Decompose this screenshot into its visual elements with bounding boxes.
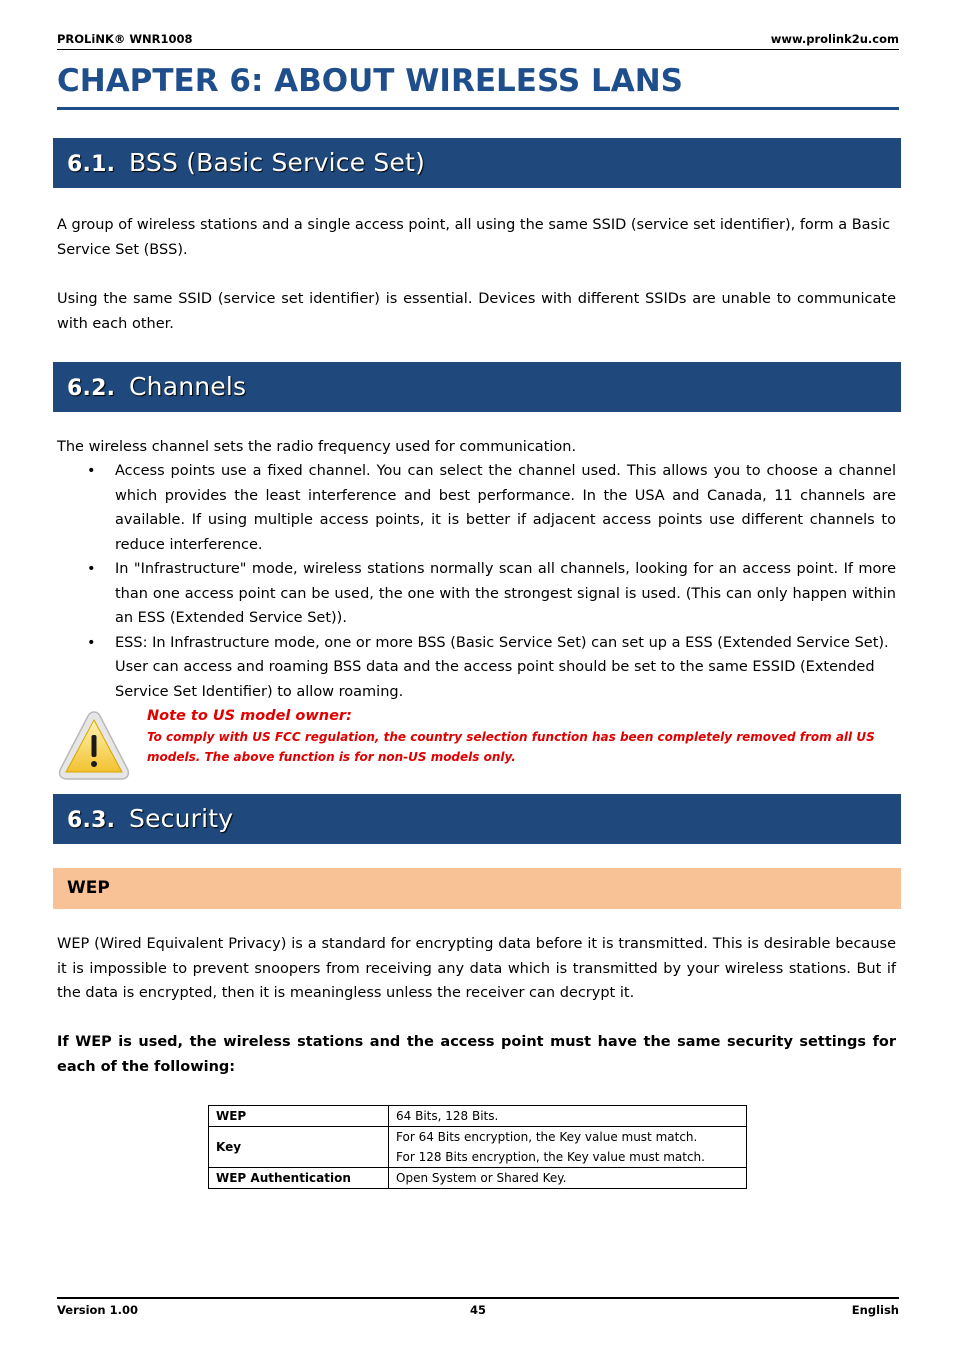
page-header <box>57 32 899 50</box>
footer-version: Version 1.00 <box>57 1303 138 1317</box>
chapter-title: CHAPTER 6: ABOUT WIRELESS LANS <box>57 58 899 110</box>
page-footer <box>57 1297 899 1321</box>
warning-icon <box>56 708 132 784</box>
list-item-text: Access points use a fixed channel. You can select the channel used. This allows you to choose a channel which provides the least interference and best performance. In the USA and Canada, 11 channels are available. If using multiple access points, it is better if adjacent access points use different channels to reduce interference. <box>115 463 896 553</box>
table-key: WEP Authentication <box>209 1168 389 1189</box>
channels-intro: The wireless channel sets the radio frequency used for communication. <box>57 439 577 455</box>
us-model-note <box>147 706 884 767</box>
note-title: Note to US model owner: <box>147 708 352 724</box>
table-row <box>209 1168 747 1189</box>
footer-language: English <box>851 1303 899 1317</box>
list-item-text: In "Infrastructure" mode, wireless stations normally scan all channels, looking for an access point. If more than one access point can be used, the one with the strongest signal is used. (This can only happen within an ESS (Extended Service Set)). <box>115 561 896 626</box>
note-body: To comply with US FCC regulation, the country selection function has been completely removed from all US models. The above function is for non-US models only. <box>147 730 875 764</box>
footer-page-number: 45 <box>469 1303 487 1317</box>
header-product: PROLiNK® WNR1008 <box>57 32 193 46</box>
table-value: 64 Bits, 128 Bits. <box>389 1106 747 1127</box>
table-value <box>389 1127 747 1168</box>
list-item <box>57 557 896 631</box>
table-key: WEP <box>209 1106 389 1127</box>
bullet-icon: • <box>87 634 96 651</box>
section-title: Security <box>129 804 234 833</box>
channels-bullet-list <box>57 459 896 704</box>
wep-settings-table <box>208 1105 747 1189</box>
table-value-line: For 64 Bits encryption, the Key value must match. <box>396 1130 698 1144</box>
table-row <box>209 1127 747 1168</box>
section-number: 6.1. <box>67 152 116 177</box>
table-row <box>209 1106 747 1127</box>
list-item <box>57 631 896 705</box>
list-item <box>57 459 896 557</box>
header-website: www.prolink2u.com <box>770 32 899 46</box>
wep-requirements: If WEP is used, the wireless stations and the access point must have the same security settings for each of the following: <box>57 1034 896 1075</box>
table-value-line: For 128 Bits encryption, the Key value must match. <box>396 1150 705 1164</box>
subsection-heading-wep: WEP <box>53 868 901 909</box>
section-number: 6.2. <box>67 376 116 401</box>
table-value: Open System or Shared Key. <box>389 1168 747 1189</box>
bss-paragraph-2: Using the same SSID (service set identifier) is essential. Devices with different SSIDs are unable to communicate with each other. <box>57 291 896 332</box>
section-title: BSS (Basic Service Set) <box>129 148 426 177</box>
bullet-icon: • <box>87 561 96 577</box>
table-key: Key <box>209 1127 389 1168</box>
list-item-text: ESS: In Infrastructure mode, one or more BSS (Basic Service Set) can set up a ESS (Extended Service Set). User can access and roaming BSS data and the access point should be set to the same ESSID (Extended Service Set Identifier) to allow roaming. <box>115 634 889 700</box>
section-heading-security <box>53 794 901 844</box>
bss-paragraph-1: A group of wireless stations and a single access point, all using the same SSID (service set identifier), form a Basic Service Set (BSS). <box>57 217 891 258</box>
wep-paragraph: WEP (Wired Equivalent Privacy) is a standard for encrypting data before it is transmitted. This is desirable because it is impossible to prevent snoopers from receiving any data which is transmitted by your wireless stations. But if the data is encrypted, then it is meaningless unless the receiver can decrypt it. <box>57 936 896 1001</box>
section-heading-channels <box>53 362 901 412</box>
section-title: Channels <box>129 372 247 401</box>
section-number: 6.3. <box>67 808 116 833</box>
section-heading-bss <box>53 138 901 188</box>
bullet-icon: • <box>87 463 96 479</box>
